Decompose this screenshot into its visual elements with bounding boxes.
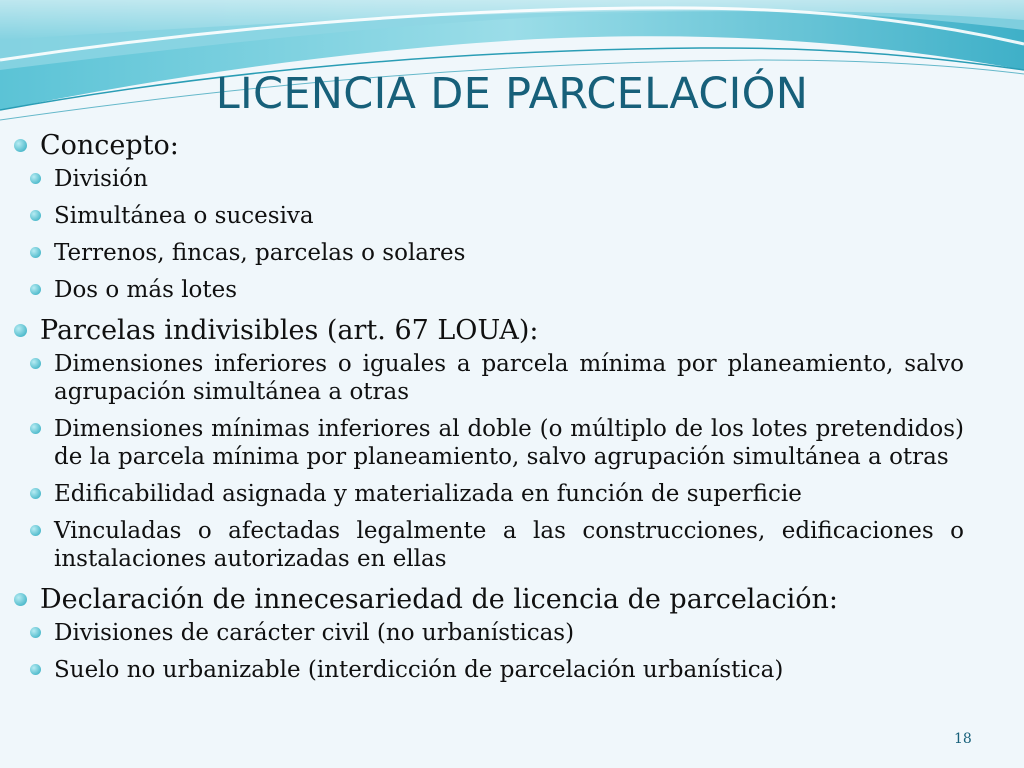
concepto-list [14,165,964,304]
section-label: Declaración de innecesariedad de licencia de parcelación: [40,584,839,615]
circle-bullet-icon [30,525,41,536]
circle-bullet-icon [30,210,41,221]
list-item: Dos o más lotes [14,276,964,304]
declaracion-list [14,619,964,684]
list-item: Suelo no urbanizable (interdicción de parcelación urbanística) [14,656,964,684]
circle-bullet-icon [14,593,27,606]
list-item: División [14,165,964,193]
circle-bullet-icon [30,173,41,184]
circle-bullet-icon [30,488,41,499]
list-item: Edificabilidad asignada y materializada en función de superficie [14,480,964,508]
section-declaracion [14,582,964,617]
section-label: Concepto: [40,130,179,161]
section-parcelas-indivisibles [14,313,964,348]
list-item: Divisiones de carácter civil (no urbanísticas) [14,619,964,647]
list-item: Vinculadas o afectadas legalmente a las construcciones, edificaciones o instalaciones autorizadas en ellas [14,517,964,573]
circle-bullet-icon [30,627,41,638]
parcelas-indivisibles-list [14,350,964,573]
list-item: Dimensiones inferiores o iguales a parcela mínima por planeamiento, salvo agrupación simultánea a otras [14,350,964,406]
list-item: Terrenos, fincas, parcelas o solares [14,239,964,267]
page-number: 18 [954,731,972,747]
slide-title: LICENCIA DE PARCELACIÓN [215,69,809,119]
circle-bullet-icon [30,664,41,675]
circle-bullet-icon [14,324,27,337]
section-label: Parcelas indivisibles (art. 67 LOUA): [40,315,539,346]
list-item: Simultánea o sucesiva [14,202,964,230]
circle-bullet-icon [30,284,41,295]
slide-content [14,128,964,693]
circle-bullet-icon [30,423,41,434]
circle-bullet-icon [30,358,41,369]
circle-bullet-icon [14,139,27,152]
circle-bullet-icon [30,247,41,258]
section-concepto [14,128,964,163]
list-item: Dimensiones mínimas inferiores al doble (o múltiplo de los lotes pretendidos) de la parcela mínima por planeamiento, salvo agrupación simultánea a otras [14,415,964,471]
